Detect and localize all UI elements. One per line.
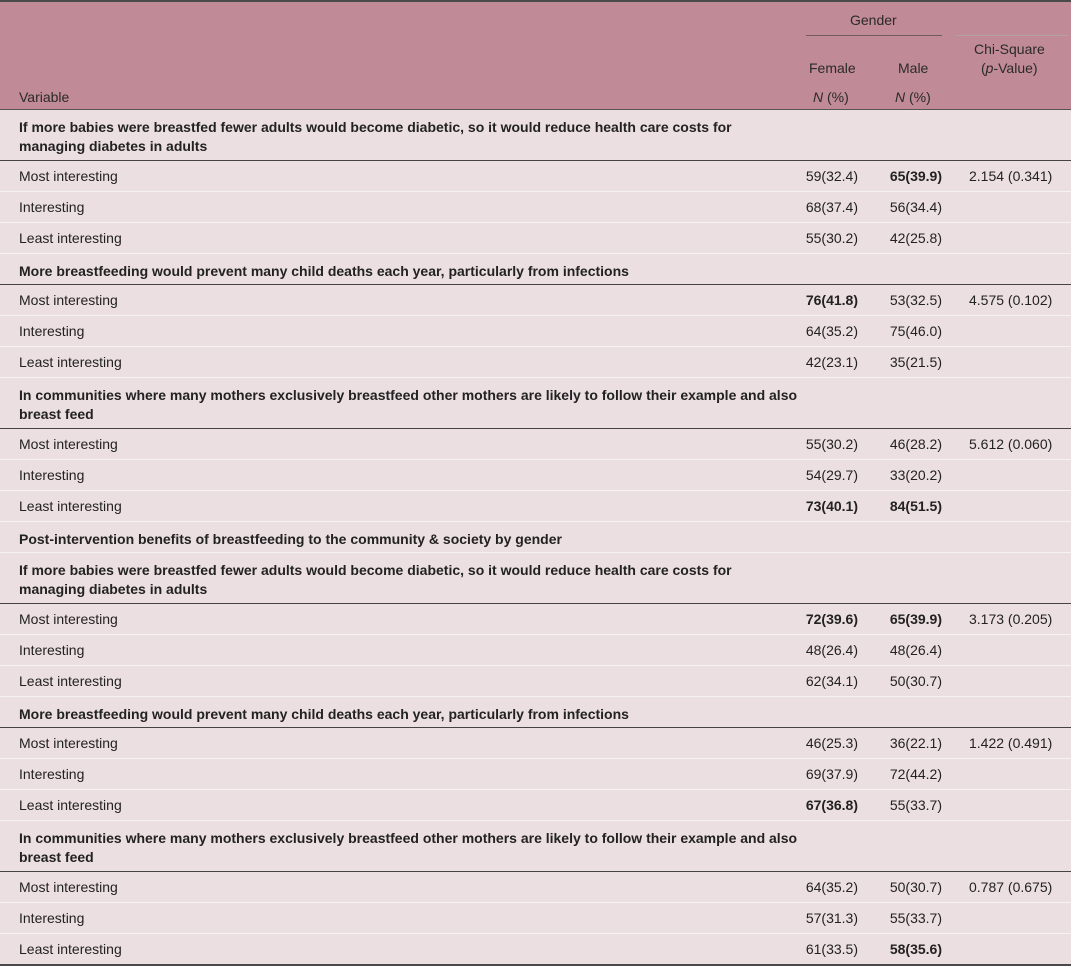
male-value: 55(33.7): [889, 797, 942, 813]
row-label: Interesting: [19, 467, 85, 483]
question-row: [0, 378, 1071, 429]
female-value: 76(41.8): [805, 292, 858, 308]
table-row: [0, 491, 1071, 522]
table-row: [0, 316, 1071, 347]
female-value: 72(39.6): [805, 611, 858, 627]
row-label: Most interesting: [19, 611, 118, 627]
row-label: Most interesting: [19, 735, 118, 751]
table-row: [0, 192, 1071, 223]
female-header: Female: [809, 60, 856, 76]
male-value: 84(51.5): [889, 498, 942, 514]
female-value: 46(25.3): [805, 735, 858, 751]
chi-square-value: 1.422 (0.491): [969, 735, 1053, 751]
question-title: More breastfeeding would prevent many child deaths each year, particularly from infections: [19, 706, 629, 722]
table-row: [0, 460, 1071, 491]
table-row: [0, 759, 1071, 790]
chi-square-value: 3.173 (0.205): [969, 611, 1053, 627]
male-value: 33(20.2): [889, 467, 942, 483]
male-value: 72(44.2): [889, 766, 942, 782]
section-heading: Post-intervention benefits of breastfeeding to the community & society by gender: [19, 531, 562, 547]
table-row: [0, 347, 1071, 378]
row-label: Least interesting: [19, 797, 122, 813]
male-value: 48(26.4): [889, 642, 942, 658]
male-value: 58(35.6): [889, 941, 942, 957]
table-row: [0, 872, 1071, 903]
question-title: In communities where many mothers exclusively breastfeed other mothers are likely to follow their example and also breast feed: [19, 387, 798, 422]
table-row: [0, 604, 1071, 635]
chi-square-value: 0.787 (0.675): [969, 879, 1053, 895]
male-value: 50(30.7): [889, 673, 942, 689]
female-value: 42(23.1): [805, 354, 858, 370]
female-value: 68(37.4): [805, 199, 858, 215]
row-label: Most interesting: [19, 168, 118, 184]
gender-header: Gender: [850, 12, 897, 28]
p-value-header: (p-Value): [981, 60, 1038, 76]
male-value: 36(22.1): [889, 735, 942, 751]
row-label: Most interesting: [19, 292, 118, 308]
section-heading-row: [0, 522, 1071, 553]
table-row: [0, 934, 1071, 966]
table-row: [0, 161, 1071, 192]
variable-header: Variable: [19, 89, 70, 105]
male-value: 50(30.7): [889, 879, 942, 895]
female-value: 59(32.4): [805, 168, 858, 184]
row-label: Least interesting: [19, 354, 122, 370]
female-value: 64(35.2): [805, 323, 858, 339]
row-label: Least interesting: [19, 941, 122, 957]
chi-square-header: Chi-Square: [974, 41, 1045, 57]
row-label: Least interesting: [19, 230, 122, 246]
table-row: [0, 223, 1071, 254]
table-body: [0, 110, 1071, 966]
male-header: Male: [898, 60, 929, 76]
female-value: 54(29.7): [805, 467, 858, 483]
male-value: 35(21.5): [889, 354, 942, 370]
female-value: 48(26.4): [805, 642, 858, 658]
male-value: 56(34.4): [889, 199, 942, 215]
table-row: [0, 285, 1071, 316]
female-value: 57(31.3): [805, 910, 858, 926]
male-value: 65(39.9): [889, 168, 942, 184]
row-label: Least interesting: [19, 498, 122, 514]
table-row: [0, 728, 1071, 759]
question-title: In communities where many mothers exclusively breastfeed other mothers are likely to follow their example and also breast feed: [19, 830, 798, 865]
gender-divider: [806, 35, 942, 36]
table-row: [0, 903, 1071, 934]
row-label: Interesting: [19, 766, 85, 782]
question-title: If more babies were breastfed fewer adults would become diabetic, so it would reduce health care costs for managing diabetes in adults: [19, 119, 732, 154]
female-n-pct: N (%): [813, 89, 849, 105]
row-label: Most interesting: [19, 879, 118, 895]
table-row: [0, 790, 1071, 821]
male-n-pct: N (%): [895, 89, 931, 105]
male-value: 55(33.7): [889, 910, 942, 926]
female-value: 62(34.1): [805, 673, 858, 689]
female-value: 55(30.2): [805, 230, 858, 246]
row-label: Interesting: [19, 642, 85, 658]
question-row: [0, 110, 1071, 161]
row-label: Least interesting: [19, 673, 122, 689]
question-title: More breastfeeding would prevent many child deaths each year, particularly from infections: [19, 263, 629, 279]
female-value: 69(37.9): [805, 766, 858, 782]
male-value: 46(28.2): [889, 436, 942, 452]
male-value: 75(46.0): [889, 323, 942, 339]
female-value: 55(30.2): [805, 436, 858, 452]
row-label: Interesting: [19, 910, 85, 926]
table-row: [0, 635, 1071, 666]
row-label: Most interesting: [19, 436, 118, 452]
row-label: Interesting: [19, 323, 85, 339]
male-value: 65(39.9): [889, 611, 942, 627]
female-value: 64(35.2): [805, 879, 858, 895]
chi-square-value: 5.612 (0.060): [969, 436, 1053, 452]
male-value: 42(25.8): [889, 230, 942, 246]
chi-divider: [956, 35, 1068, 36]
question-row: [0, 254, 1071, 285]
row-label: Interesting: [19, 199, 85, 215]
female-value: 67(36.8): [805, 797, 858, 813]
question-row: [0, 553, 1071, 604]
table-header: [0, 2, 1071, 110]
question-row: [0, 697, 1071, 728]
table-row: [0, 429, 1071, 460]
chi-square-value: 4.575 (0.102): [969, 292, 1053, 308]
chi-square-value: 2.154 (0.341): [969, 168, 1053, 184]
question-row: [0, 821, 1071, 872]
question-title: If more babies were breastfed fewer adults would become diabetic, so it would reduce health care costs for managing diabetes in adults: [19, 562, 732, 597]
male-value: 53(32.5): [889, 292, 942, 308]
table-row: [0, 666, 1071, 697]
female-value: 73(40.1): [805, 498, 858, 514]
female-value: 61(33.5): [805, 941, 858, 957]
